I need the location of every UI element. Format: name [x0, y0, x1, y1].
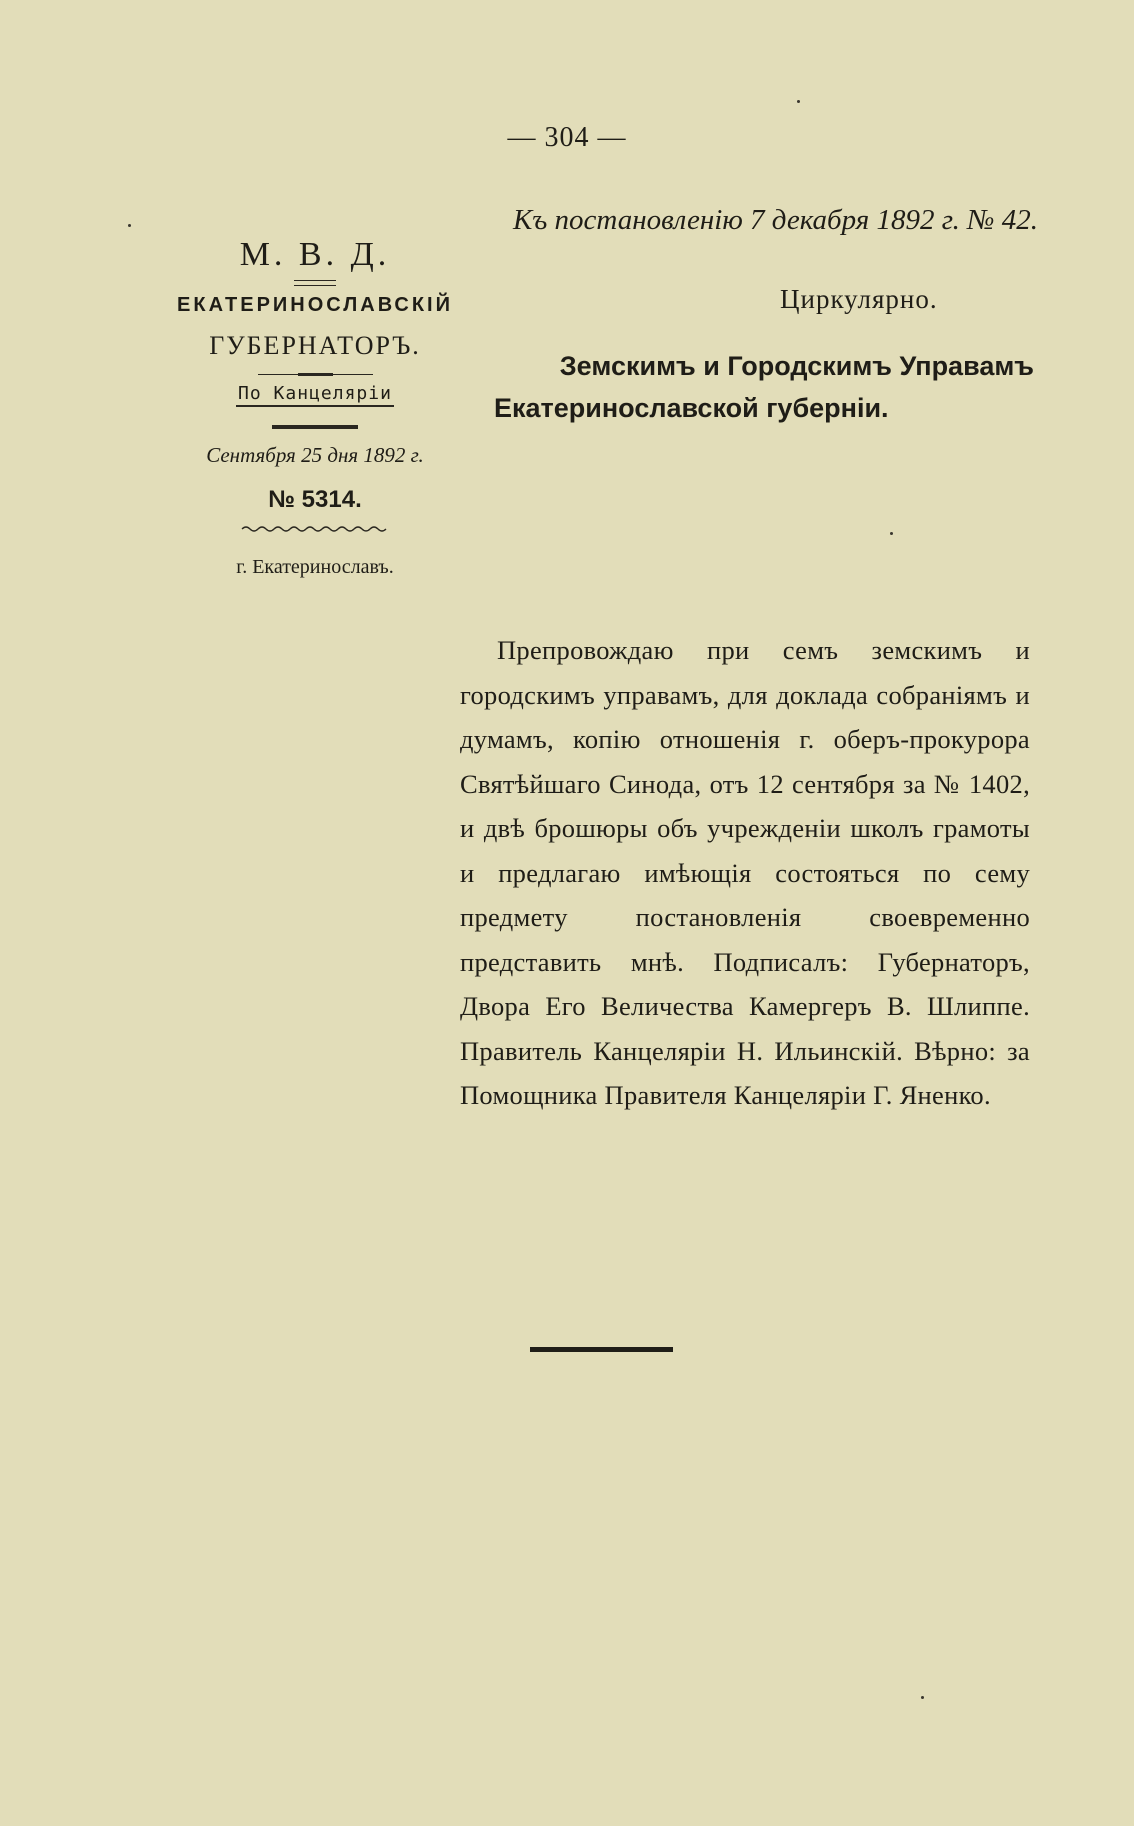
addressee-line-2: Екатеринославской губерніи.: [494, 392, 889, 423]
city-line: г. Екатеринославъ.: [236, 556, 394, 578]
paper-speck: [797, 100, 800, 103]
letter-date: Сентября 25 дня 1892 г.: [206, 443, 424, 467]
page-number: — 304 —: [507, 122, 627, 153]
governor-office: ЕКАТЕРИНОСЛАВСКІЙ: [177, 294, 453, 316]
body-paragraph: Препровождаю при семъ земскимъ и городскимъ управамъ, для доклада собраніямъ и думамъ, копію отношенія г. оберъ-прокурора Святѣйшаго Синода, отъ 12 сентября за № 1402, и двѣ брошюры объ учрежденіи школъ грамоты и предлагаю имѣющія состояться по сему предмету постановленія своевременно представить мнѣ. Подписалъ: Губернаторъ, Двора Его Величества Камергеръ В. Шлиппе. Правитель Канцеляріи Н. Ильинскій. Вѣрно: за Помощника Правителя Канцеляріи Г. Яненко.: [460, 635, 1030, 1110]
double-rule-divider: [294, 280, 336, 286]
ministry-abbreviation: М. В. Д.: [239, 236, 391, 273]
closing-rule: [530, 1347, 673, 1352]
addressee-line-1: Земскимъ и Городскимъ Управамъ: [559, 351, 1034, 381]
department-label: По Канцеляріи: [236, 383, 394, 407]
governor-title: ГУБЕРНАТОРЪ.: [209, 331, 421, 360]
addressee: [490, 346, 1034, 430]
wavy-line-ornament: [240, 524, 390, 534]
decree-reference: Къ постановленію 7 декабря 1892 г. № 42.: [512, 204, 1038, 236]
sender-block: [170, 232, 460, 579]
paper-speck: [890, 532, 893, 535]
paper-speck: [921, 1696, 924, 1699]
rule-divider: [258, 373, 373, 377]
circular-label: Циркулярно.: [780, 284, 938, 314]
paper-speck: [128, 224, 131, 227]
department-wrapper: [170, 383, 460, 407]
thick-rule-divider: [272, 425, 358, 429]
letter-number: № 5314.: [268, 486, 362, 513]
